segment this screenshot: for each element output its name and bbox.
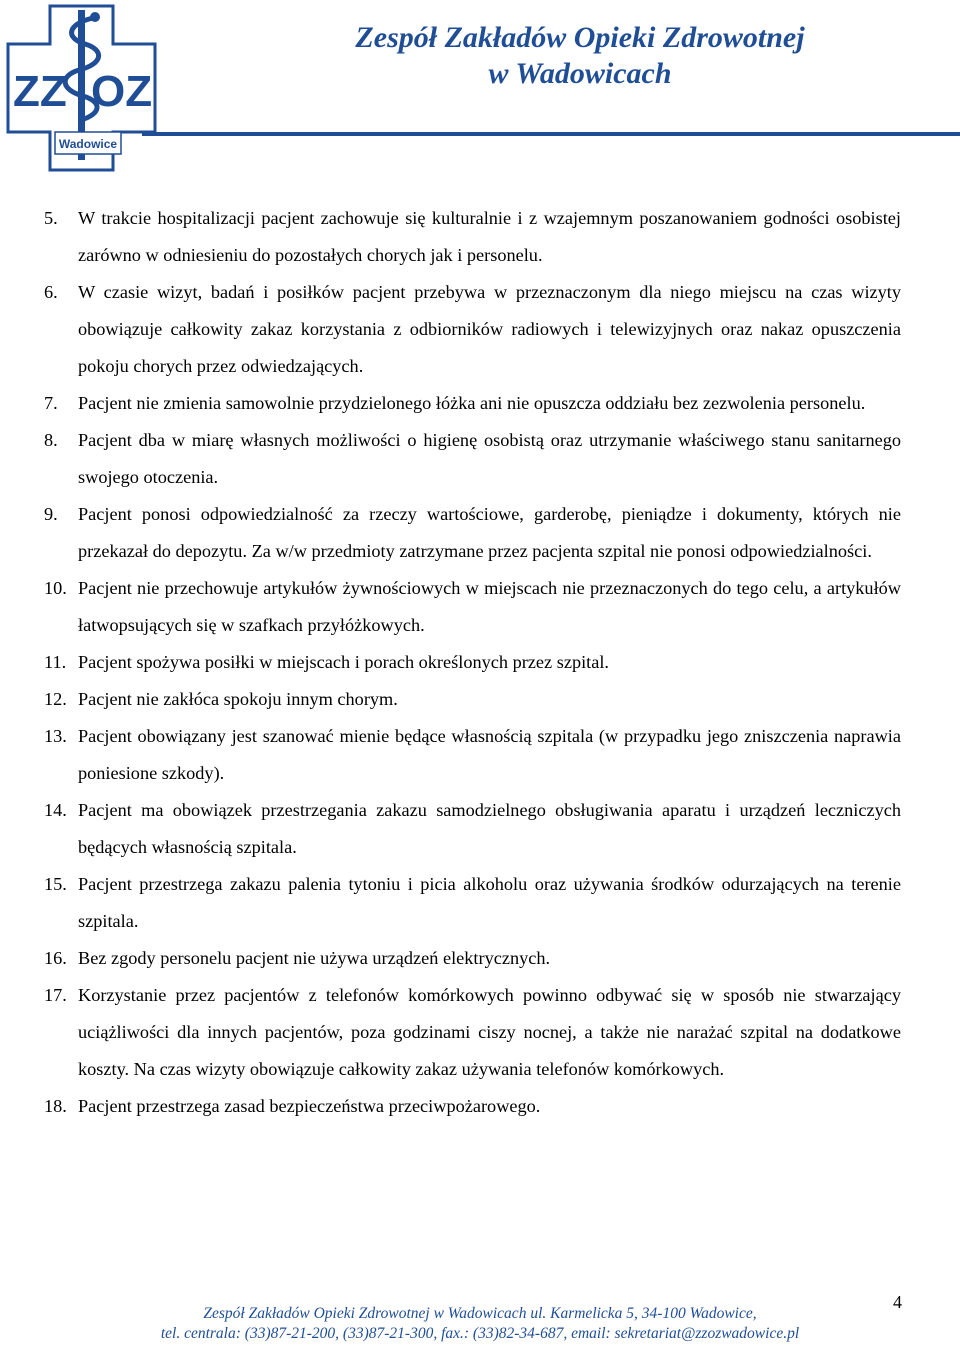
- item-text: W czasie wizyt, badań i posiłków pacjent przebywa w przeznaczonym dla niego miejscu na czas wizyty obowiązuje całkowity zakaz korzystania z odbiorników radiowych i telewizyjnych oraz nakaz opuszczenia pokoju chorych przez odwiedzających.: [78, 282, 901, 376]
- item-number: 6.: [44, 282, 58, 302]
- list-item: [44, 422, 901, 496]
- list-item: [44, 385, 901, 422]
- item-number: 16.: [44, 948, 67, 968]
- page-footer: [80, 1304, 880, 1344]
- list-item: [44, 718, 901, 792]
- item-text: Bez zgody personelu pacjent nie używa urządzeń elektrycznych.: [78, 948, 551, 968]
- page-number: 4: [893, 1292, 902, 1312]
- list-item: [44, 940, 901, 977]
- item-number: 13.: [44, 726, 67, 746]
- rules-list: [44, 200, 901, 1125]
- header-divider: [142, 132, 960, 136]
- logo-text-right: OZ: [91, 67, 153, 116]
- item-text: Pacjent przestrzega zakazu palenia tytoniu i picia alkoholu oraz używania środków odurzających na terenie szpitala.: [78, 874, 901, 931]
- item-number: 5.: [44, 208, 58, 228]
- item-number: 18.: [44, 1096, 67, 1116]
- item-text: W trakcie hospitalizacji pacjent zachowuje się kulturalnie i z wzajemnym poszanowaniem godności osobistej zarówno w odniesieniu do pozostałych chorych jak i personelu.: [78, 208, 901, 265]
- title-line-2: w Wadowicach: [488, 57, 672, 90]
- list-item: [44, 1088, 901, 1125]
- item-number: 11.: [44, 652, 67, 672]
- item-number: 12.: [44, 689, 67, 709]
- logo-text-left: ZZ: [13, 67, 67, 116]
- logo-graphic: [5, 4, 165, 174]
- item-text: Pacjent ponosi odpowiedzialność za rzeczy wartościowe, garderobę, pieniądze i dokumenty, których nie przekazał do depozytu. Za w/w przedmioty zatrzymane przez pacjenta szpital nie ponosi odpowiedzialności.: [78, 504, 901, 561]
- list-item: [44, 792, 901, 866]
- item-text: Pacjent ma obowiązek przestrzegania zakazu samodzielnego obsługiwania aparatu i urządzeń leczniczych będących własnością szpitala.: [78, 800, 901, 857]
- item-text: Pacjent nie zmienia samowolnie przydzielonego łóżka ani nie opuszcza oddziału bez zezwolenia personelu.: [78, 393, 866, 413]
- page-title: [300, 20, 860, 92]
- item-number: 9.: [44, 504, 58, 524]
- zzoz-logo: [5, 4, 165, 174]
- item-number: 14.: [44, 800, 67, 820]
- list-item: [44, 644, 901, 681]
- list-item: [44, 570, 901, 644]
- item-text: Pacjent nie przechowuje artykułów żywnościowych w miejscach nie przeznaczonych do tego celu, a artykułów łatwopsujących się w szafkach przyłóżkowych.: [78, 578, 901, 635]
- footer-contact: tel. centrala: (33)87-21-200, (33)87-21-300, fax.: (33)82-34-687, email: sekretariat@zzozwadowice.pl: [160, 1325, 800, 1342]
- list-item: [44, 681, 901, 718]
- logo-caption: Wadowice: [58, 137, 118, 151]
- list-item: [44, 200, 901, 274]
- item-number: 15.: [44, 874, 67, 894]
- item-text: Pacjent dba w miarę własnych możliwości o higienę osobistą oraz utrzymanie właściwego stanu sanitarnego swojego otoczenia.: [78, 430, 901, 487]
- title-line-1: Zespół Zakładów Opieki Zdrowotnej: [355, 21, 805, 54]
- item-number: 7.: [44, 393, 58, 413]
- item-text: Pacjent nie zakłóca spokoju innym chorym.: [78, 689, 398, 709]
- footer-address: Zespół Zakładów Opieki Zdrowotnej w Wadowicach ul. Karmelicka 5, 34-100 Wadowice,: [203, 1305, 757, 1322]
- list-item: [44, 496, 901, 570]
- item-number: 17.: [44, 985, 67, 1005]
- list-item: [44, 274, 901, 385]
- item-number: 10.: [44, 578, 67, 598]
- item-number: 8.: [44, 430, 58, 450]
- item-text: Korzystanie przez pacjentów z telefonów komórkowych powinno odbywać się w sposób nie stwarzający uciążliwości dla innych pacjentów, poza godzinami ciszy nocnej, a także nie narażać szpital na dodatkowe koszty. Na czas wizyty obowiązuje całkowity zakaz używania telefonów komórkowych.: [78, 985, 901, 1079]
- item-text: Pacjent spożywa posiłki w miejscach i porach określonych przez szpital.: [78, 652, 610, 672]
- list-item: [44, 866, 901, 940]
- item-text: Pacjent przestrzega zasad bezpieczeństwa przeciwpożarowego.: [78, 1096, 541, 1116]
- list-item: [44, 977, 901, 1088]
- item-text: Pacjent obowiązany jest szanować mienie będące własnością szpitala (w przypadku jego zniszczenia naprawia poniesione szkody).: [78, 726, 901, 783]
